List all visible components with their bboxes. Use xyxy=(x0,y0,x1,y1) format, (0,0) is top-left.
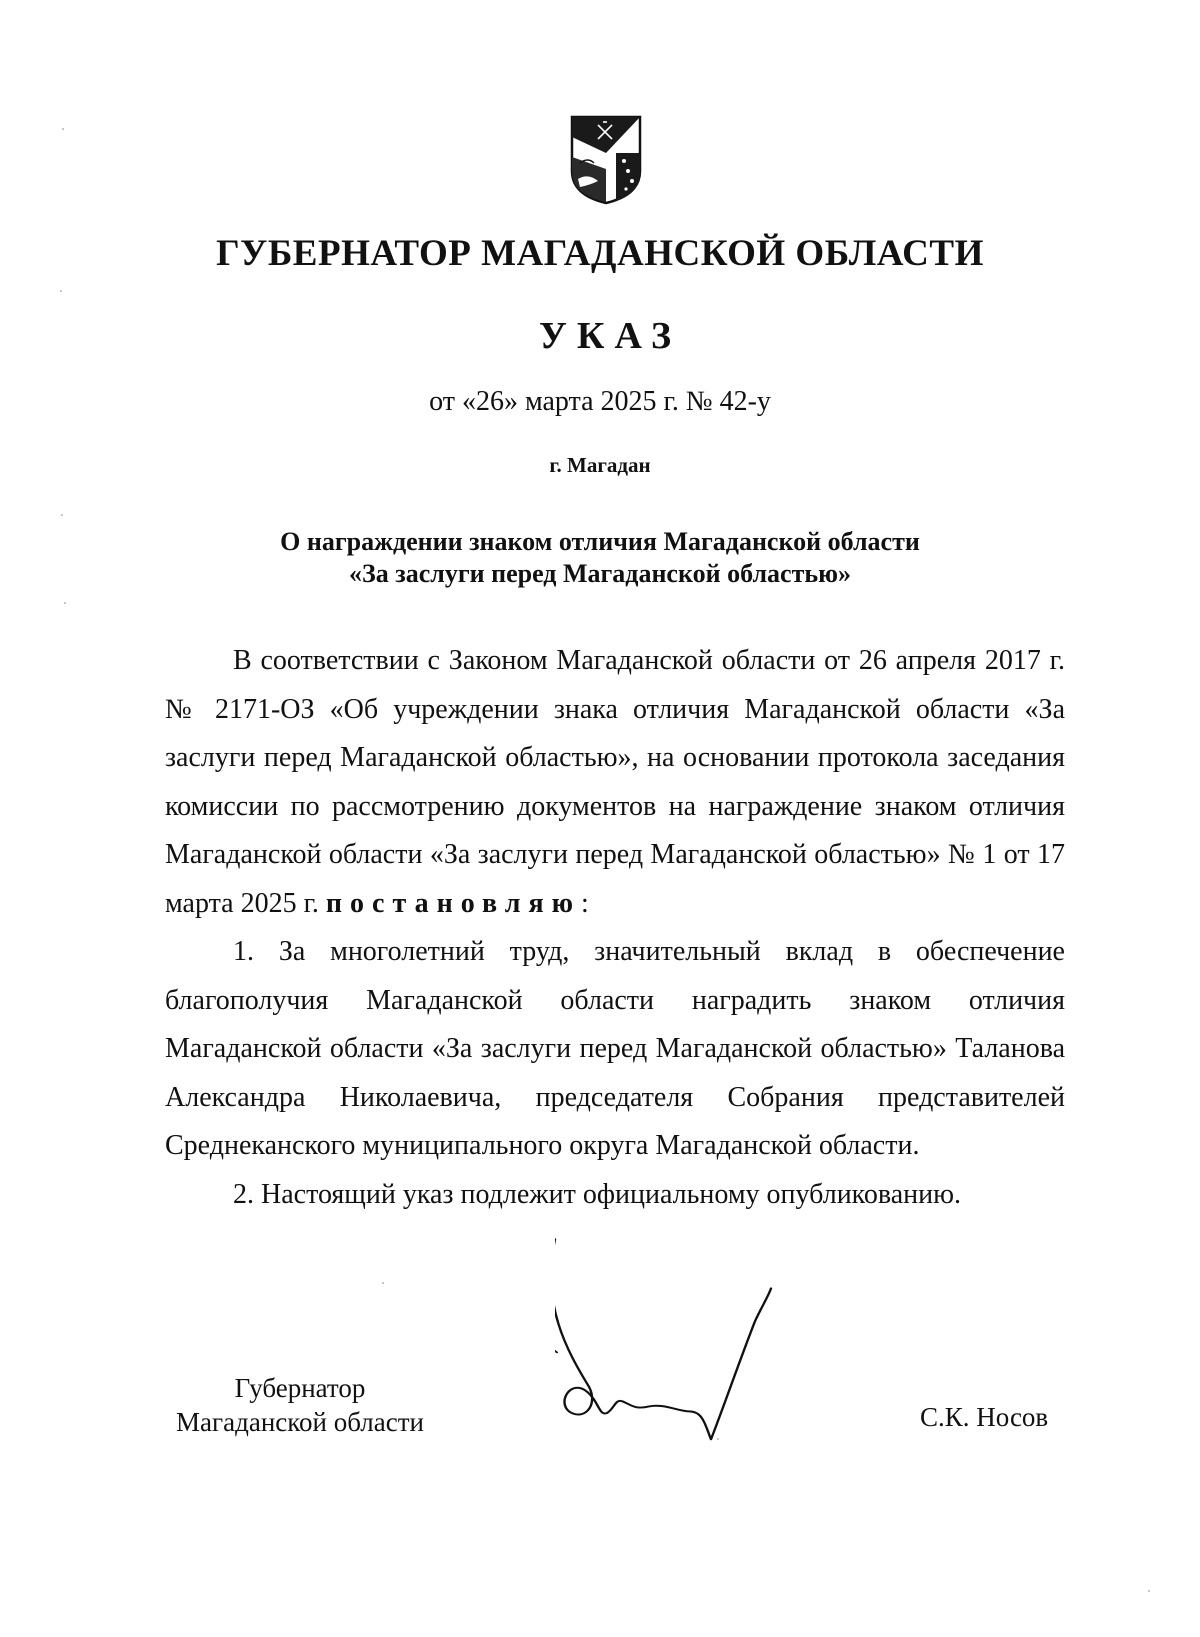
signatory-position-line: Губернатор xyxy=(234,1373,366,1403)
scan-speck xyxy=(382,1282,384,1284)
decree-item-2: 2. Настоящий указ подлежит официальному опубликованию. xyxy=(233,1178,962,1210)
decree-item-1: 1. За многолетний труд, значительный вклад в обеспечение благополучия Магаданской области наградить знаком отличия Магаданской области «За заслуги перед Магаданской областью» Таланова Александра Николаевича, председателя Собрания представителей Среднеканского муниципального округа Магаданской области. xyxy=(165,936,1065,1161)
preamble-paragraph xyxy=(165,637,1065,928)
decree-colon: : xyxy=(581,887,589,919)
signatory-name: С.К. Носов xyxy=(920,1402,1049,1432)
scan-speck xyxy=(1148,1590,1150,1592)
scan-speck xyxy=(64,602,66,604)
document-body xyxy=(165,637,1065,1219)
document-date-number: от «26» марта 2025 г. № 42-у xyxy=(429,386,771,417)
document-type: УКАЗ xyxy=(539,315,681,357)
preamble-text: В соответствии с Законом Магаданской области от 26 апреля 2017 г. № 2171-ОЗ «Об учреждении знака отличия Магаданской области «За заслуги перед Магаданской областью», на основании протокола заседания комиссии по рассмотрению документов на награждение знаком отличия Магаданской области «За заслуги перед Магаданской областью» № 1 от 17 марта 2025 г. xyxy=(165,645,1065,919)
signatory-position-line: Магаданской области xyxy=(176,1407,424,1437)
document-title-line: «За заслуги перед Магаданской областью» xyxy=(349,559,851,588)
document-place: г. Магадан xyxy=(549,453,651,477)
decree-word: постановляю xyxy=(325,887,582,919)
coat-of-arms-emblem xyxy=(568,113,644,205)
handwritten-signature xyxy=(555,1232,795,1447)
document-title-line: О награждении знаком отличия Магаданской области xyxy=(280,527,920,556)
scan-speck xyxy=(61,514,63,516)
document-title xyxy=(0,526,1200,590)
signatory-position xyxy=(150,1371,450,1439)
issuing-authority: ГУБЕРНАТОР МАГАДАНСКОЙ ОБЛАСТИ xyxy=(216,233,984,274)
scan-speck xyxy=(62,128,64,130)
scan-speck xyxy=(60,290,62,292)
